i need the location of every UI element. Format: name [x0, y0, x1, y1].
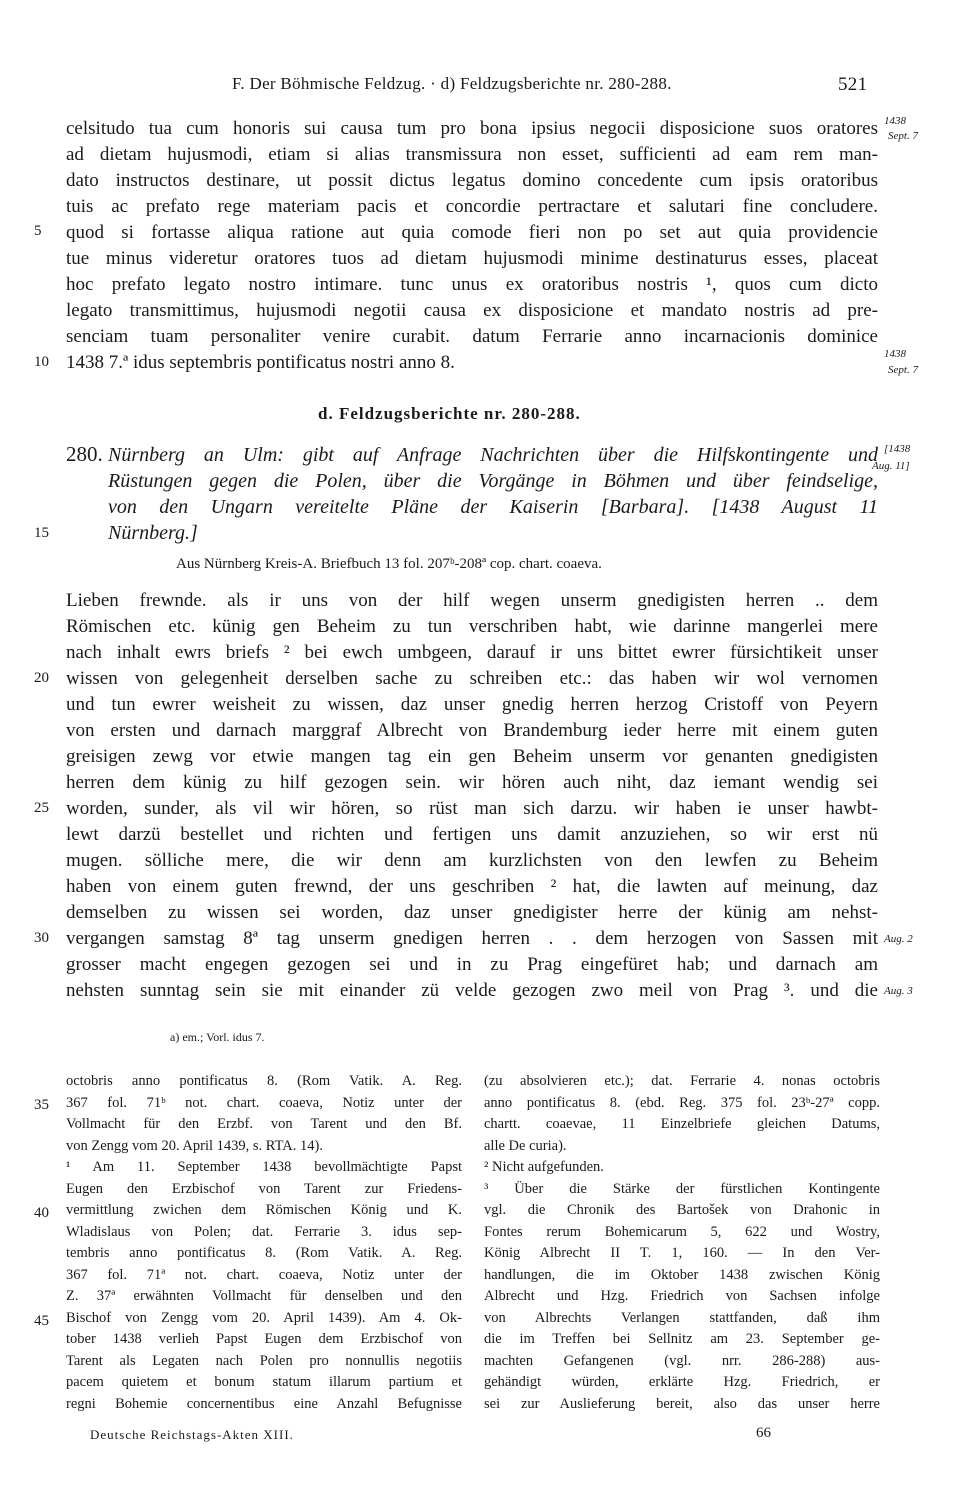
text-line: wissen von gelegenheit derselben sache zu schreiben etc.: das haben wir wol vernomen: [66, 668, 878, 689]
footnote-line: Z. 37ª erwähnten Vollmacht für denselben und den: [66, 1288, 462, 1304]
text-line: haben von einem guten frewnd, der uns geschriben ² hat, die lawten auf meinung, daz: [66, 876, 878, 897]
footnote-line: vermittlung zwichen dem Römischen König und K.: [66, 1202, 462, 1218]
footnotes-left-column: [66, 1071, 462, 1415]
footnote-line: vgl. die Chronik des Bartošek von Drahonic in: [484, 1202, 880, 1218]
page-number: 521: [838, 74, 868, 95]
footnote-line: pacem quietem et bonum statum illarum partium et: [66, 1374, 462, 1390]
footnote-line: ² Nicht aufgefunden.: [484, 1159, 604, 1175]
margin-date: Sept. 7: [888, 364, 918, 376]
regest-line: Nürnberg.]: [108, 522, 198, 544]
text-line: lewt darzü bestellet und richten und fertigen uns damit anzuziehen, so wir erst nü: [66, 824, 878, 845]
footnote-line: König Albrecht II T. 1, 160. — In den Ver-: [484, 1245, 880, 1261]
footnote-line: Bischof von Zengg vom 20. April 1439). Am 4. Ok-: [66, 1309, 462, 1326]
text-line: ad dietam hujusmodi, etiam si alias transmissura non esset, sufficienti ad eam rem man-: [66, 144, 878, 165]
footnote-line: Tarent als Legaten nach Polen pro nonnullis negotiis: [66, 1352, 462, 1369]
text-line: worden, sunder, als vil wir hören, so rüst man sich darzu. wir haben ie unser hawbt-: [66, 798, 878, 819]
footnote-line: machten Gefangenen (vgl. nrr. 286-288) aus-: [484, 1352, 880, 1369]
line-number: 20: [34, 670, 49, 686]
footnote-line: 367 fol. 71ᵇ not. chart. coaeva, Notiz unter der: [66, 1094, 462, 1111]
section-title: d. Feldzugsberichte nr. 280-288.: [318, 404, 581, 423]
footnote-line: ³ Über die Stärke der fürstlichen Kontingente: [484, 1180, 880, 1197]
text-line: legato transmittimus, hujusmodi negotii causa ex disposicione et mandato nostris ad pre-: [66, 300, 878, 321]
footnote-line: ¹ Am 11. September 1438 bevollmächtigte Papst: [66, 1159, 462, 1175]
line-number: 45: [34, 1313, 49, 1329]
text-line: nach inhalt ewrs briefs ² bei ewch umbgeen, darauf ir uns bittet ewrer fürsichtikeit unser: [66, 642, 878, 663]
text-line: demselben zu wissen sei worden, daz unser gnedigister herre der künig am nehst-: [66, 902, 878, 923]
line-number: 30: [34, 930, 49, 946]
footnote-line: gehändigt würden, erklärte Hzg. Friedrich, er: [484, 1374, 880, 1390]
text-line: greisigen zewg vor etwie mangen tag ein gen Beheim unserm vor genanten gnedigisten: [66, 746, 878, 767]
regest-line: Rüstungen gegen die Polen, über die Vorgänge in Böhmen und über feindselige,: [108, 470, 878, 492]
footnote-line: anno pontificatus 8. (ebd. Reg. 375 fol. 23ᵇ-27ª copp.: [484, 1094, 880, 1111]
margin-date: Aug. 11]: [872, 460, 910, 472]
footnote-line: alle De curia).: [484, 1137, 567, 1154]
footnote-line: handlungen, die im Oktober 1438 zwischen König: [484, 1266, 880, 1283]
text-line: tuis ac prefato rege materiam pacis et concordie pertractare et salutari fine concludere.: [66, 196, 878, 217]
footnotes-right-column: [484, 1071, 880, 1415]
text-line: senciam tuam personaliter venire curabit. datum Ferrarie anno incarnacionis dominice: [66, 326, 878, 347]
text-line: dato instructos destinare, ut possit dictus legatus domino concedente cum ipsis oratoribus: [66, 170, 878, 191]
text-line: grosser macht engegen gezogen sei und in zu Prag eingefüret hab; und darnach am: [66, 954, 878, 975]
source-note: Aus Nürnberg Kreis-A. Briefbuch 13 fol. 207ᵇ-208ª cop. chart. coaeva.: [176, 556, 602, 572]
footnote-line: Wladislaus von Polen; dat. Ferrarie 3. idus sep-: [66, 1223, 462, 1240]
text-line: 1438 7.ª idus septembris pontificatus nostri anno 8.: [66, 352, 455, 373]
text-line: nehsten sunntag sein sie mit einander zü velde gezogen zwo meil von Prag ³. und die: [66, 980, 878, 1001]
text-line: Römischen etc. künig gen Beheim zu tun verschriben habt, wie darinne mangerlei mere: [66, 616, 878, 637]
text-line: quod si fortasse aliqua ratione aut quia comode fieri non po set aut quia providencie: [66, 222, 878, 243]
footnote-line: chartt. coaevae, 11 Einzelbriefe gleichen Datums,: [484, 1116, 880, 1132]
regest-line: Nürnberg an Ulm: gibt auf Anfrage Nachrichten über die Hilfskontingente und: [108, 444, 878, 466]
regest-line: von den Ungarn vereitelte Pläne der Kaiserin [Barbara]. [1438 August 11: [108, 496, 878, 518]
margin-date: Sept. 7: [888, 130, 918, 142]
margin-date: [1438: [884, 443, 911, 455]
footnote-line: die im Treffen bei Sellnitz am 23. September ge-: [484, 1331, 880, 1347]
running-title: F. Der Böhmische Feldzug. · d) Feldzugsberichte nr. 280-288.: [232, 74, 672, 93]
text-line: tue minus videretur oratores tuos ad dietam hujusmodi minime destinaturus esses, placeat: [66, 248, 878, 269]
footnote-line: (zu absolvieren etc.); dat. Ferrarie 4. nonas octobris: [484, 1073, 880, 1089]
line-number: 35: [34, 1097, 49, 1113]
margin-date: Aug. 2: [884, 933, 913, 945]
text-line: herren dem künig zu hilf gezogen sein. wir hören auch niht, daz iemant wendig sei: [66, 772, 878, 793]
footnote-line: regni Bohemie concernentibus eine Anzahl Befugnisse: [66, 1395, 462, 1412]
margin-date: 1438: [884, 115, 906, 127]
document-number: 280.: [66, 442, 103, 466]
footnote-line: Fontes rerum Bohemicarum 5, 622 und Wostry,: [484, 1223, 880, 1240]
footnote-line: sei zur Auslieferung bereit, also das unser herre: [484, 1395, 880, 1412]
text-line: vergangen samstag 8ª tag unserm gnedigen herren . . dem herzogen von Sassen mit: [66, 928, 878, 949]
margin-date: 1438: [884, 348, 906, 360]
footnote-line: Vollmacht für den Erzbf. von Tarent und den Bf.: [66, 1116, 462, 1132]
text-line: von ersten und darnach marggraf Albrecht von Brandemburg ieder herre mit einem guten: [66, 720, 878, 741]
line-number: 40: [34, 1205, 49, 1221]
line-number: 5: [34, 223, 42, 239]
text-line: hoc prefato legato nostro intimare. tunc unus ex oratoribus nostris ¹, quos cum dicto: [66, 274, 878, 295]
text-line: celsitudo tua cum honoris sui causa tum pro bona ipsius negocii disposicione suos oratores: [66, 118, 878, 139]
footnote-line: von Albrechts Verlangen stattfanden, daß ihm: [484, 1309, 880, 1326]
text-line: mugen. sölliche mere, die wir denn am kurzlichsten von den lewfen zu Beheim: [66, 850, 878, 871]
text-line: Lieben frewnde. als ir uns von der hilf wegen unserm gnedigisten herren .. dem: [66, 590, 878, 611]
footnote-line: 367 fol. 71ª not. chart. coaeva, Notiz unter der: [66, 1266, 462, 1283]
footnote-line: Eugen den Erzbischof von Tarent zur Friedens-: [66, 1180, 462, 1197]
series-footer: Deutsche Reichstags-Akten XIII.: [90, 1427, 294, 1442]
footnote-line: von Zengg vom 20. April 1439, s. RTA. 14).: [66, 1137, 323, 1154]
footnote-line: octobris anno pontificatus 8. (Rom Vatik. A. Reg.: [66, 1073, 462, 1089]
footnote-line: tembris anno pontificatus 8. (Rom Vatik. A. Reg.: [66, 1245, 462, 1261]
footnote-line: tober 1438 verlieh Papst Eugen dem Erzbischof von: [66, 1331, 462, 1347]
line-number: 25: [34, 800, 49, 816]
line-number: 15: [34, 525, 49, 541]
apparatus-note: a) em.; Vorl. idus 7.: [170, 1030, 265, 1044]
margin-date: Aug. 3: [884, 985, 913, 997]
line-number: 10: [34, 354, 49, 370]
text-line: und tun ewrer weisheit zu wissen, daz unser gnedig herren herzog Cristoff von Peyern: [66, 694, 878, 715]
sheet-number: 66: [756, 1425, 771, 1441]
footnote-line: Albrecht und Hzg. Friedrich von Sachsen infolge: [484, 1288, 880, 1304]
